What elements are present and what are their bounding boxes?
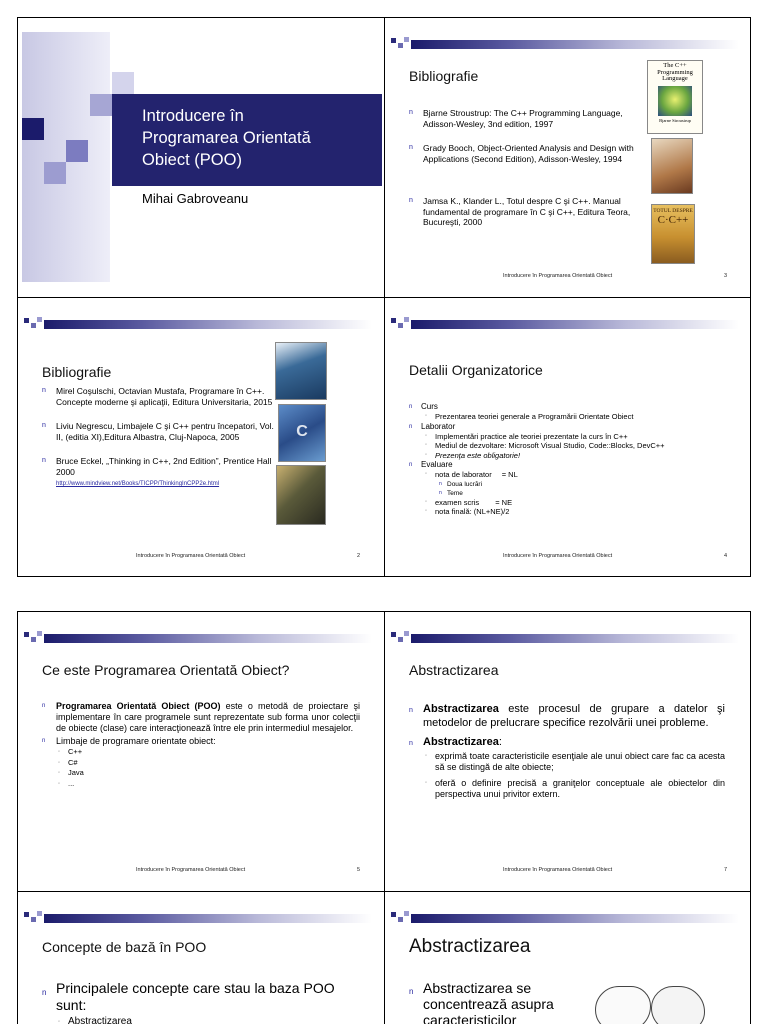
list-subitem: ◦ nota de laborator = NL xyxy=(425,470,518,479)
header-band xyxy=(389,908,739,926)
book-link[interactable]: http://www.mindview.net/Books/TICPP/ThinkingInCPP2e.html xyxy=(56,481,220,487)
header-band xyxy=(22,314,372,332)
slide-bibliografie-2 xyxy=(18,298,384,577)
title-decor-square xyxy=(112,72,134,94)
slide-title: Abstractizarea xyxy=(409,662,499,678)
title-line-1: Introducere în xyxy=(142,107,244,125)
slide-content xyxy=(409,980,579,1024)
band-square xyxy=(391,38,396,43)
cartoon-sketch-image xyxy=(651,986,705,1024)
header-band xyxy=(389,34,739,52)
title-line-3: Obiect (POO) xyxy=(142,151,242,169)
slide-title: Abstractizarea xyxy=(409,936,531,957)
band-square xyxy=(398,323,403,328)
list-subitem: ◦ nota finală: (NL+NE)/2 xyxy=(425,507,510,516)
list-item: n Principalele concepte care stau la baza POO sunt: xyxy=(42,980,335,1013)
slide-title: Detalii Organizatorice xyxy=(409,362,543,378)
list-item-curs: n Curs xyxy=(409,402,438,411)
slide-title: Bibliografie xyxy=(409,68,479,84)
band-square xyxy=(37,317,42,322)
bibliography-list xyxy=(42,386,274,504)
book-cover-cosulschi xyxy=(275,342,327,400)
title-line-2: Programarea Orientată xyxy=(142,129,311,147)
band-square xyxy=(404,37,409,42)
bullet-icon: n xyxy=(42,387,46,394)
bibliography-list xyxy=(409,108,641,242)
book-cover-stroustrup: The C++ Programming Language Bjarne Stroustrup xyxy=(647,60,703,134)
book-cover-jamsa: TOTUL DESPRE C·C++ xyxy=(651,204,695,264)
band-square xyxy=(391,318,396,323)
band-gradient-bar xyxy=(44,914,372,923)
slide-abstractizarea-8 xyxy=(385,892,751,1024)
list-subitem: ◦ exprimă toate caracteristicile esenţiale ale unui obiect care fac ca acesta să se distingă de alte obiecte; xyxy=(425,751,725,772)
cartoon-sketch-image xyxy=(595,986,651,1024)
definition-paragraph: n Programarea Orientată Obiect (POO) este o metodă de proiectare şi implementare în care programele sunt reprezentate sub forma unor colecţii de obiecte (clase) care interacţionează între ele prin intermediul mesajelor. xyxy=(42,701,361,733)
list-subitem: ◦ examen scris = NE xyxy=(425,497,513,507)
band-square xyxy=(398,43,403,48)
slide-title: Concepte de bază în POO xyxy=(42,939,207,955)
list-item: n Abstractizarea: xyxy=(409,736,502,748)
list-item: n Mirel Coşulschi, Octavian Mustafa, Programare în C++. Concepte moderne şi aplicaţii, Editura Universitaria, 2015 xyxy=(42,386,273,407)
slide-abstractizarea-7 xyxy=(385,612,751,891)
list-subitem: ◦ oferă o definire precisă a graniţelor conceptuale ale obiectelor din perspectiva unui privitor extern. xyxy=(425,778,725,799)
list-subitem: ◦ C++ xyxy=(58,747,83,756)
band-gradient-bar xyxy=(44,634,372,643)
footer-text: Introducere în Programarea Orientată Obiect xyxy=(136,867,246,873)
bullet-icon: n xyxy=(409,197,413,204)
band-square xyxy=(398,637,403,642)
page-number: 5 xyxy=(356,867,360,873)
slide-bibliografie-3 xyxy=(385,18,751,297)
list-item: n Jamsa K., Klander L., Totul despre C şi C++. Manual fundamental de programare în C şi C++, Editura Teora, Bucureşti, 2000 xyxy=(409,196,631,227)
band-gradient-bar xyxy=(411,634,739,643)
handout-page-1 xyxy=(17,17,751,577)
header-band xyxy=(389,314,739,332)
bullet-icon: n xyxy=(42,457,46,464)
band-gradient-bar xyxy=(411,320,739,329)
organizational-list xyxy=(409,402,731,517)
slide-title: Ce este Programarea Orientată Obiect? xyxy=(42,662,290,678)
slide-ce-este-poo xyxy=(18,612,384,891)
header-band xyxy=(22,908,372,926)
band-square xyxy=(398,917,403,922)
band-gradient-bar xyxy=(411,914,739,923)
band-square xyxy=(37,911,42,916)
page-number: 2 xyxy=(356,553,360,559)
band-square xyxy=(391,912,396,917)
definition-paragraph: n Abstractizarea este procesul de grupare a datelor şi metodelor de prelucrare specifice rezolvării unei probleme. xyxy=(409,703,725,729)
band-square xyxy=(24,318,29,323)
slide-title: Bibliografie xyxy=(42,364,112,380)
band-gradient-bar xyxy=(411,40,739,49)
list-item: n Grady Booch, Object-Oriented Analysis and Design with Applications (Second Edition), Adisson-Wesley, 1994 xyxy=(409,143,634,164)
list-subitem: ◦ C# xyxy=(58,757,78,767)
band-gradient-bar xyxy=(44,320,372,329)
slide-content xyxy=(409,702,725,800)
slide-content xyxy=(42,980,364,1024)
book-cover-eckel xyxy=(276,465,326,525)
footer-text: Introducere în Programarea Orientată Obiect xyxy=(136,553,246,559)
list-subitem: ◦ Prezentarea teoriei generale a Programării Orientate Obiect xyxy=(425,412,634,421)
cpp-logo-icon xyxy=(658,86,692,116)
list-item-evaluare: n Evaluare xyxy=(409,460,453,469)
page-number: 7 xyxy=(723,867,727,873)
band-square xyxy=(31,917,36,922)
band-square xyxy=(31,323,36,328)
page-number: 4 xyxy=(723,553,727,559)
list-item: n Liviu Negrescu, Limbajele C şi C++ pentru începatori, Vol. II, (editia XI),Editura Albastra, Cluj-Napoca, 2005 xyxy=(42,421,274,442)
list-subsubitem: n Doua lucrări xyxy=(439,480,483,488)
list-subitem: ◦ Implementări practice ale teoriei prezentate la curs în C++ xyxy=(425,431,628,441)
slide-concepte-de-baza xyxy=(18,892,384,1024)
bullet-icon: n xyxy=(409,109,413,116)
handout-page-2 xyxy=(17,611,751,1024)
header-band xyxy=(22,628,372,646)
band-square xyxy=(24,912,29,917)
bullet-icon: n xyxy=(409,144,413,151)
band-square xyxy=(404,911,409,916)
slide-detalii-organizatorice xyxy=(385,298,751,577)
title-decor-square xyxy=(90,94,112,116)
band-square xyxy=(31,637,36,642)
book-cover-booch xyxy=(651,138,693,194)
author-name: Mihai Gabroveanu xyxy=(142,191,249,206)
slide-title xyxy=(18,18,384,297)
list-subsubitem: n Teme xyxy=(439,489,463,497)
footer-text: Introducere în Programarea Orientată Obiect xyxy=(503,553,613,559)
header-band xyxy=(389,628,739,646)
list-item: n Bjarne Stroustrup: The C++ Programming Language, Adisson-Wesley, 3nd edition, 1997 xyxy=(409,108,623,129)
bullet-icon: n xyxy=(42,422,46,429)
list-item: n Bruce Eckel, „Thinking in C++, 2nd Edition”, Prentice Hall 2000 http://www.mindview.net/Books/TICPP/ThinkingInCPP2e.html xyxy=(42,456,272,487)
slide-content xyxy=(42,701,360,789)
footer-text: Introducere în Programarea Orientată Obiect xyxy=(503,273,613,279)
footer-text: Introducere în Programarea Orientată Obiect xyxy=(503,867,613,873)
list-item-languages: n Limbaje de programare orientate obiect: xyxy=(42,736,216,746)
band-square xyxy=(404,631,409,636)
title-decor-square xyxy=(22,118,44,140)
page-number: 3 xyxy=(723,273,727,279)
band-square xyxy=(404,317,409,322)
band-square xyxy=(391,632,396,637)
list-subitem: ◦ Java xyxy=(58,768,84,777)
list-subitem: ◦ Mediul de dezvoltare: Microsoft Visual Studio, Code::Blocks, DevC++ xyxy=(425,441,665,450)
list-subitem: ◦ Prezenţa este obligatorie! xyxy=(425,450,521,460)
list-subitem: ◦ Abstractizarea xyxy=(58,1016,132,1024)
band-square xyxy=(24,632,29,637)
band-square xyxy=(37,631,42,636)
title-decor-square xyxy=(66,140,88,162)
list-item-laborator: n Laborator xyxy=(409,421,456,431)
title-banner xyxy=(112,94,382,186)
list-item: n Abstractizarea se concentrează asupra caracteristicilor xyxy=(409,980,554,1024)
book-cover-negrescu: C xyxy=(278,404,326,462)
list-subitem: ◦ ... xyxy=(58,778,75,788)
title-decor-square xyxy=(44,162,66,184)
